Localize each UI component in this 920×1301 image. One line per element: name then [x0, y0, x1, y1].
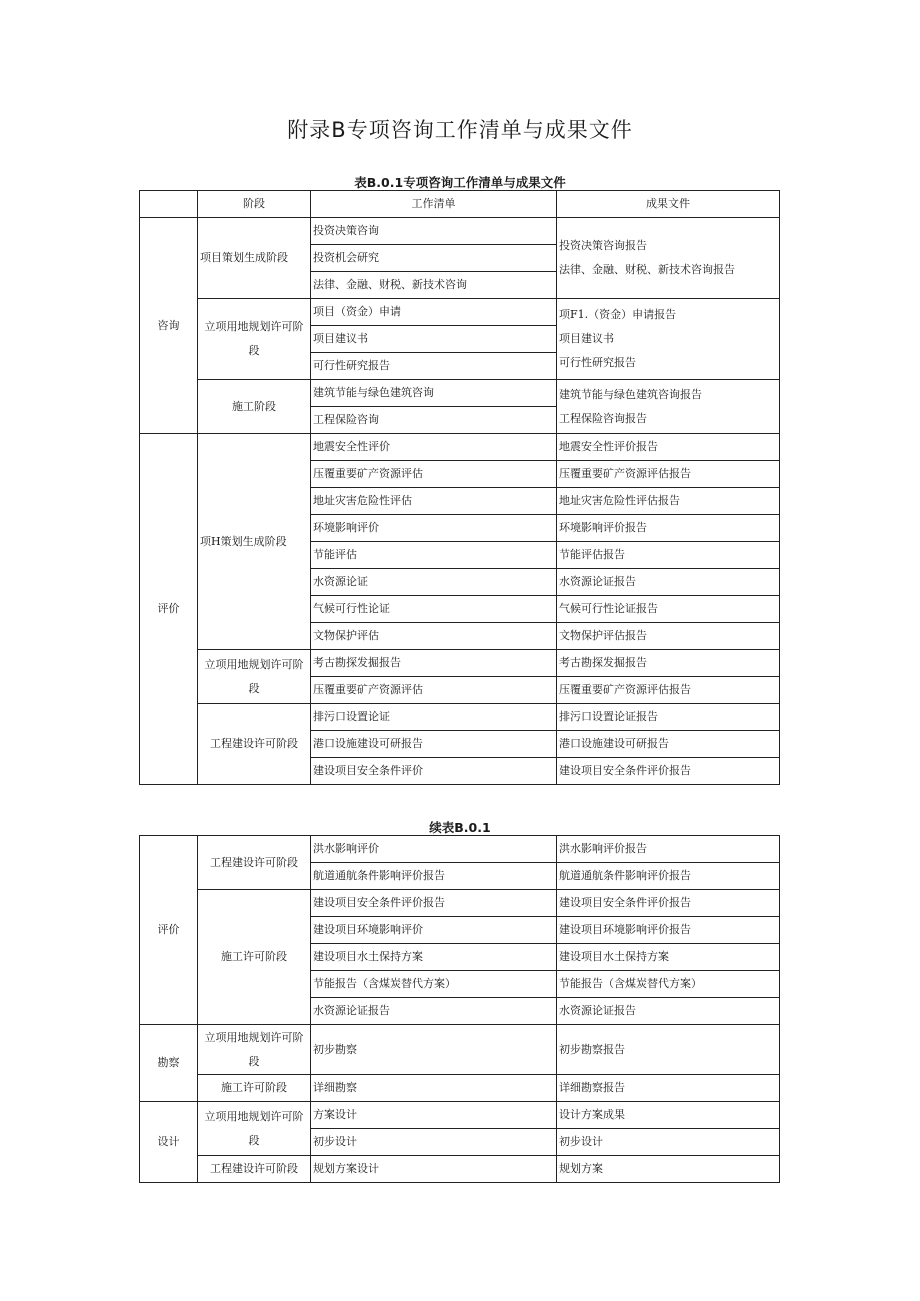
result-line: 可行性研究报告 — [559, 356, 636, 369]
stage-cell: 立项用地规划许可阶段 — [198, 1102, 311, 1156]
stage-cell: 项H策划生成阶段 — [198, 434, 311, 650]
stage-cell: 施工许可阶段 — [198, 1075, 311, 1102]
table-row — [140, 650, 780, 677]
result-cell: 地震安全性评价报告 — [557, 434, 780, 461]
work-cell: 建设项目安全条件评价 — [311, 758, 557, 785]
work-cell: 可行性研究报告 — [311, 353, 557, 380]
result-cell: 港口设施建设可研报告 — [557, 731, 780, 758]
work-cell: 项目（资金）申请 — [311, 299, 557, 326]
header-stage: 阶段 — [198, 191, 311, 218]
stage-cell: 施工许可阶段 — [198, 890, 311, 1025]
work-cell: 航道通航条件影响评价报告 — [311, 863, 557, 890]
work-cell: 环境影响评价 — [311, 515, 557, 542]
work-cell: 建设项目水土保持方案 — [311, 944, 557, 971]
result-cell: 初步设计 — [557, 1129, 780, 1156]
result-cell — [557, 218, 780, 299]
result-cell: 节能报告（含煤炭替代方案） — [557, 971, 780, 998]
main-table — [139, 190, 780, 785]
table-header-row — [140, 191, 780, 218]
result-cell: 排污口设置论证报告 — [557, 704, 780, 731]
work-cell: 洪水影响评价 — [311, 836, 557, 863]
stage-cell: 施工阶段 — [198, 380, 311, 434]
result-cell: 地址灾害危险性评估报告 — [557, 488, 780, 515]
work-cell: 项目建议书 — [311, 326, 557, 353]
result-line: 建筑节能与绿色建筑咨询报告 — [559, 387, 702, 401]
continued-table — [139, 835, 780, 1183]
work-cell: 建设项目安全条件评价报告 — [311, 890, 557, 917]
result-cell — [557, 299, 780, 380]
page-title: 附录B专项咨询工作清单与成果文件 — [287, 118, 633, 142]
result-cell: 气候可行性论证报告 — [557, 596, 780, 623]
table-row — [140, 434, 780, 461]
work-cell: 投资机会研究 — [311, 245, 557, 272]
continued-table-caption: 续表B.0.1 — [429, 820, 491, 835]
table-row — [140, 299, 780, 326]
work-cell: 建筑节能与绿色建筑咨询 — [311, 380, 557, 407]
work-cell: 气候可行性论证 — [311, 596, 557, 623]
result-line: 工程保险咨询报告 — [559, 411, 647, 425]
result-cell: 建设项目安全条件评价报告 — [557, 758, 780, 785]
work-cell: 地震安全性评价 — [311, 434, 557, 461]
work-cell: 初步勘察 — [311, 1025, 557, 1075]
work-cell: 建设项目环境影响评价 — [311, 917, 557, 944]
stage-cell: 工程建设许可阶段 — [198, 704, 311, 785]
table-row — [140, 836, 780, 863]
result-cell: 水资源论证报告 — [557, 998, 780, 1025]
work-cell: 水资源论证报告 — [311, 998, 557, 1025]
header-blank — [140, 191, 198, 218]
result-cell: 规划方案 — [557, 1156, 780, 1183]
work-cell: 考古勘探发掘报告 — [311, 650, 557, 677]
table-row — [140, 1156, 780, 1183]
work-cell: 初步设计 — [311, 1129, 557, 1156]
table-row — [140, 380, 780, 407]
table-row — [140, 218, 780, 245]
result-line: 法律、金融、财税、新技术咨询报告 — [559, 263, 735, 276]
result-cell: 建设项目环境影响评价报告 — [557, 917, 780, 944]
work-cell: 地址灾害危险性评估 — [311, 488, 557, 515]
category-cell: 评价 — [140, 434, 198, 785]
result-cell: 洪水影响评价报告 — [557, 836, 780, 863]
stage-cell: 项目策划生成阶段 — [198, 218, 311, 299]
table-row — [140, 704, 780, 731]
result-cell: 建设项目水土保持方案 — [557, 944, 780, 971]
work-cell: 节能评估 — [311, 542, 557, 569]
stage-cell: 工程建设许可阶段 — [198, 1156, 311, 1183]
result-cell: 节能评估报告 — [557, 542, 780, 569]
work-cell: 方案设计 — [311, 1102, 557, 1129]
result-cell: 详细勘察报告 — [557, 1075, 780, 1102]
result-cell: 航道通航条件影响评价报告 — [557, 863, 780, 890]
category-cell: 设计 — [140, 1102, 198, 1183]
result-cell: 压覆重要矿产资源评估报告 — [557, 461, 780, 488]
table-row — [140, 890, 780, 917]
category-cell: 勘察 — [140, 1025, 198, 1102]
result-cell: 水资源论证报告 — [557, 569, 780, 596]
category-cell: 评价 — [140, 836, 198, 1025]
work-cell: 压覆重要矿产资源评估 — [311, 461, 557, 488]
header-results: 成果文件 — [557, 191, 780, 218]
work-cell: 压覆重要矿产资源评估 — [311, 677, 557, 704]
stage-cell: 立项用地规划许可阶段 — [198, 1025, 311, 1075]
result-cell: 环境影响评价报告 — [557, 515, 780, 542]
result-cell: 文物保护评估报告 — [557, 623, 780, 650]
table-row — [140, 1025, 780, 1075]
work-cell: 港口设施建设可研报告 — [311, 731, 557, 758]
table-row — [140, 1075, 780, 1102]
stage-cell: 立项用地规划许可阶段 — [198, 299, 311, 380]
result-cell: 设计方案成果 — [557, 1102, 780, 1129]
result-cell: 考古勘探发掘报告 — [557, 650, 780, 677]
result-line: 项F1.（资金）申请报告 — [559, 308, 677, 321]
result-cell: 初步勘察报告 — [557, 1025, 780, 1075]
work-cell: 规划方案设计 — [311, 1156, 557, 1183]
work-cell: 节能报告（含煤炭替代方案） — [311, 971, 557, 998]
result-cell: 建设项目安全条件评价报告 — [557, 890, 780, 917]
result-cell — [557, 380, 780, 434]
stage-cell: 工程建设许可阶段 — [198, 836, 311, 890]
work-cell: 排污口设置论证 — [311, 704, 557, 731]
work-cell: 文物保护评估 — [311, 623, 557, 650]
table-caption: 表B.0.1专项咨询工作清单与成果文件 — [354, 175, 566, 190]
result-line: 投资决策咨询报告 — [559, 239, 647, 252]
result-cell: 压覆重要矿产资源评估报告 — [557, 677, 780, 704]
work-cell: 法律、金融、财税、新技术咨询 — [311, 272, 557, 299]
header-work: 工作清单 — [311, 191, 557, 218]
work-cell: 详细勘察 — [311, 1075, 557, 1102]
work-cell: 工程保险咨询 — [311, 407, 557, 434]
stage-cell: 立项用地规划许可阶段 — [198, 650, 311, 704]
result-line: 项目建议书 — [559, 332, 614, 345]
work-cell: 水资源论证 — [311, 569, 557, 596]
category-cell: 咨询 — [140, 218, 198, 434]
work-cell: 投资决策咨询 — [311, 218, 557, 245]
table-row — [140, 1102, 780, 1129]
